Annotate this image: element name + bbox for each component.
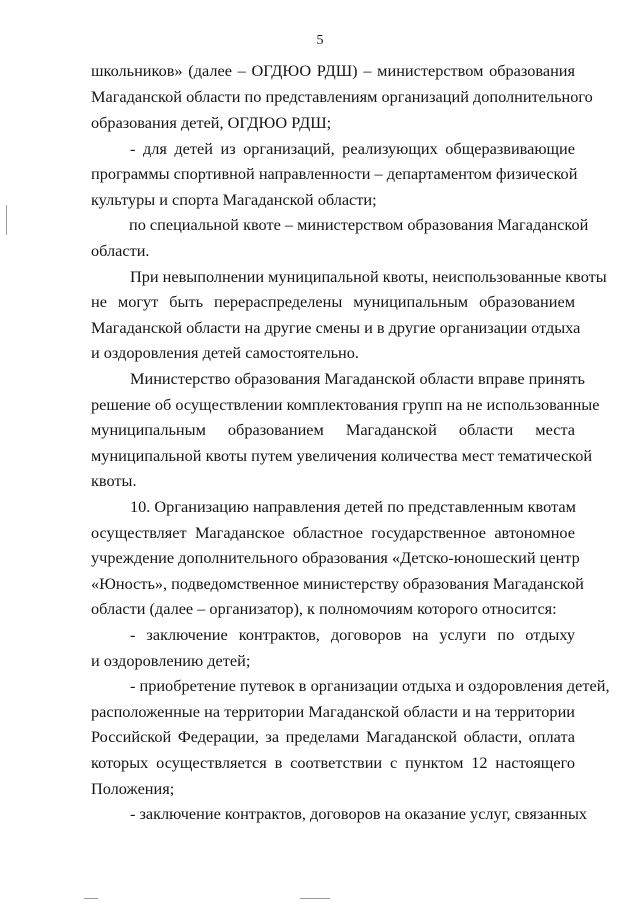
text-line: Российской Федерации, за пределами Магаданской области, оплата	[91, 727, 575, 746]
text-line: - для детей из организаций, реализующих общеразвивающие	[130, 139, 575, 158]
text-line: муниципальной квоты путем увеличения количества мест тематической	[91, 446, 593, 465]
text-line: - заключение контрактов, договоров на оказание услуг, связанных	[130, 804, 588, 823]
text-line: школьников» (далее – ОГДЮО РДШ) – министерством образования	[91, 61, 575, 80]
text-line: - заключение контрактов, договоров на услуги по отдыху	[130, 625, 575, 644]
text-line: решение об осуществлении комплектования групп на не использованные	[91, 395, 600, 414]
text-line: «Юность», подведомственное министерству образования Магаданской	[91, 574, 584, 593]
text-line: программы спортивной направленности – департаментом физической	[91, 164, 578, 183]
scan-artifact	[300, 898, 330, 899]
text-line: 10. Организацию направления детей по представленным квотам	[130, 497, 576, 516]
text-line: - приобретение путевок в организации отдыха и оздоровления детей,	[130, 676, 610, 695]
text-line: культуры и спорта Магаданской области;	[91, 190, 377, 209]
text-line: расположенные на территории Магаданской области и на территории	[91, 702, 575, 721]
text-line: При невыполнении муниципальной квоты, неиспользованные квоты	[130, 267, 607, 286]
scan-artifact	[6, 205, 7, 235]
text-line: учреждение дополнительного образования «Детско-юношеский центр	[91, 548, 580, 567]
text-line: которых осуществляется в соответствии с пунктом 12 настоящего	[91, 753, 575, 772]
text-line: области (далее – организатор), к полномочиям которого относится:	[91, 599, 557, 618]
text-line: образования детей, ОГДЮО РДШ;	[91, 113, 332, 132]
text-line: Магаданской области на другие смены и в другие организации отдыха	[91, 318, 581, 337]
page-number: 5	[316, 33, 324, 48]
text-line: и оздоровления детей самостоятельно.	[91, 343, 359, 362]
text-line: области.	[91, 241, 150, 260]
text-line: Магаданской области по представлениям организаций дополнительного	[91, 87, 593, 106]
text-line: не могут быть перераспределены муниципальным образованием	[91, 292, 575, 311]
text-line: по специальной квоте – министерством образования Магаданской	[129, 215, 589, 234]
scan-artifact	[84, 898, 98, 899]
text-line: Министерство образования Магаданской области вправе принять	[130, 369, 585, 388]
text-line: Положения;	[91, 779, 175, 798]
text-line: и оздоровлению детей;	[91, 651, 251, 670]
text-line: осуществляет Магаданское областное государственное автономное	[91, 523, 575, 542]
text-line: квоты.	[91, 471, 137, 490]
text-line: муниципальным образованием Магаданской области места	[91, 420, 575, 439]
